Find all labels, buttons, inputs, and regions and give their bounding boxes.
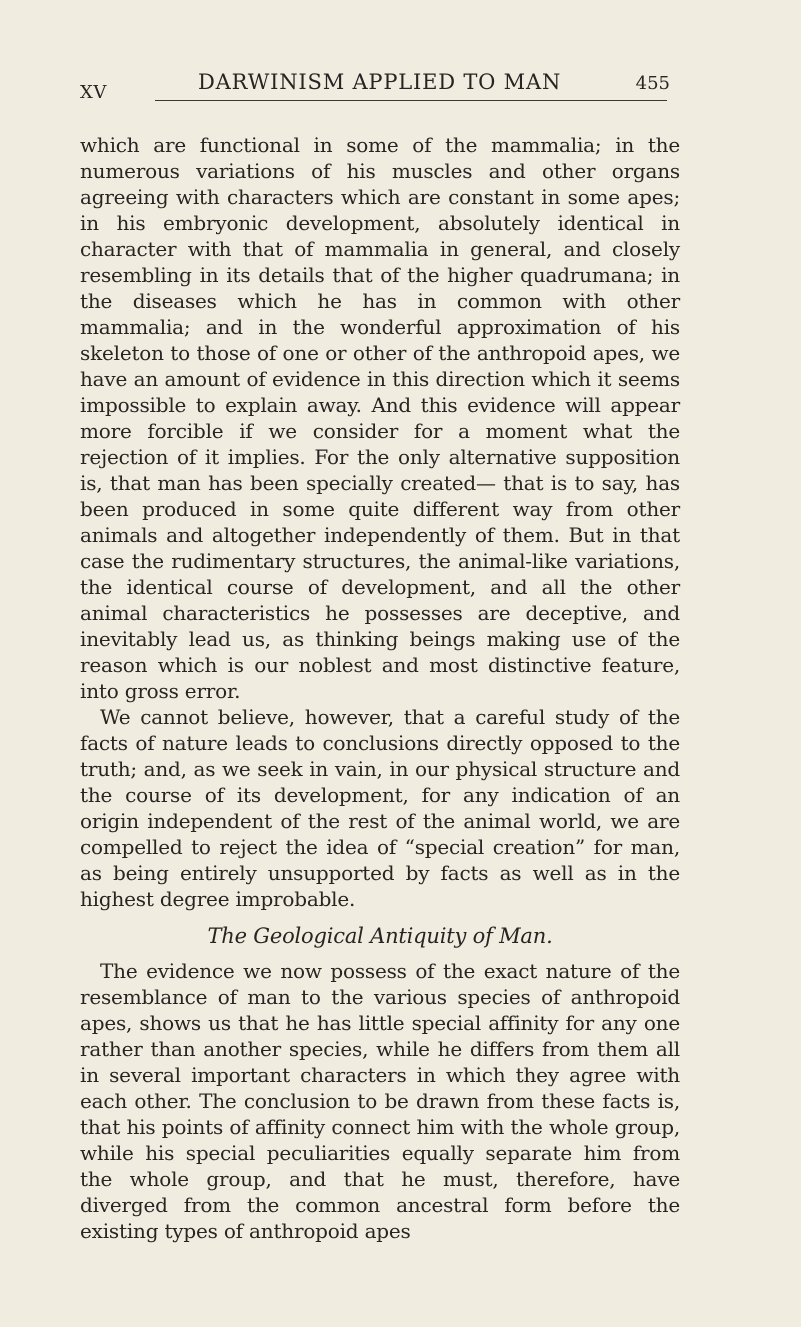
section-heading: The Geological Antiquity of Man. xyxy=(207,924,553,948)
body-text xyxy=(80,132,680,1244)
page-number: 455 xyxy=(635,73,670,94)
paragraph-1: which are functional in some of the mammalia; in the numerous variations of his muscles and other organs agreeing with characters which are constant in some apes; in his embryonic development, absolutely identical in character with that of mammalia in general, and closely resembling in its details that of the higher quadrumana; in the diseases which he has in common with other mammalia; and in the wonderful approximation of his skeleton to those of one or other of the anthropoid apes, we have an amount of evidence in this direction which it seems impossible to explain away. And this evidence will appear more forcible if we consider for a moment what the rejection of it implies. For the only alternative supposition is, that man has been specially created— that is to say, has been produced in some quite different way from other animals and altogether independently of them. But in that case the rudimentary structures, the animal-like variations, the identical course of development, and all the other animal characteristics he possesses are deceptive, and inevitably lead us, as thinking beings making use of the reason which is our noblest and most distinctive feature, into gross error. xyxy=(80,133,680,703)
header-rule xyxy=(155,100,667,101)
running-title: DARWINISM APPLIED TO MAN xyxy=(198,70,562,94)
paragraph-2: We cannot believe, however, that a careful study of the facts of nature leads to conclusions directly opposed to the truth; and, as we seek in vain, in our physical structure and the course of its development, for any indication of an origin independent of the rest of the animal world, we are compelled to reject the idea of “special creation” for man, as being entirely unsupported by facts as well as in the highest degree improbable. xyxy=(80,705,680,911)
page-header xyxy=(78,62,688,103)
section-paragraph: The evidence we now possess of the exact nature of the resemblance of man to the various species of anthropoid apes, shows us that he has little special affinity for any one rather than another species, while he differs from them all in several important characters in which they agree with each other. The conclusion to be drawn from these facts is, that his points of affinity connect him with the whole group, while his special peculiarities equally separate him from the whole group, and that he must, therefore, have diverged from the common ancestral form before the existing types of anthropoid apes xyxy=(80,959,680,1243)
chapter-number: XV xyxy=(80,82,107,103)
